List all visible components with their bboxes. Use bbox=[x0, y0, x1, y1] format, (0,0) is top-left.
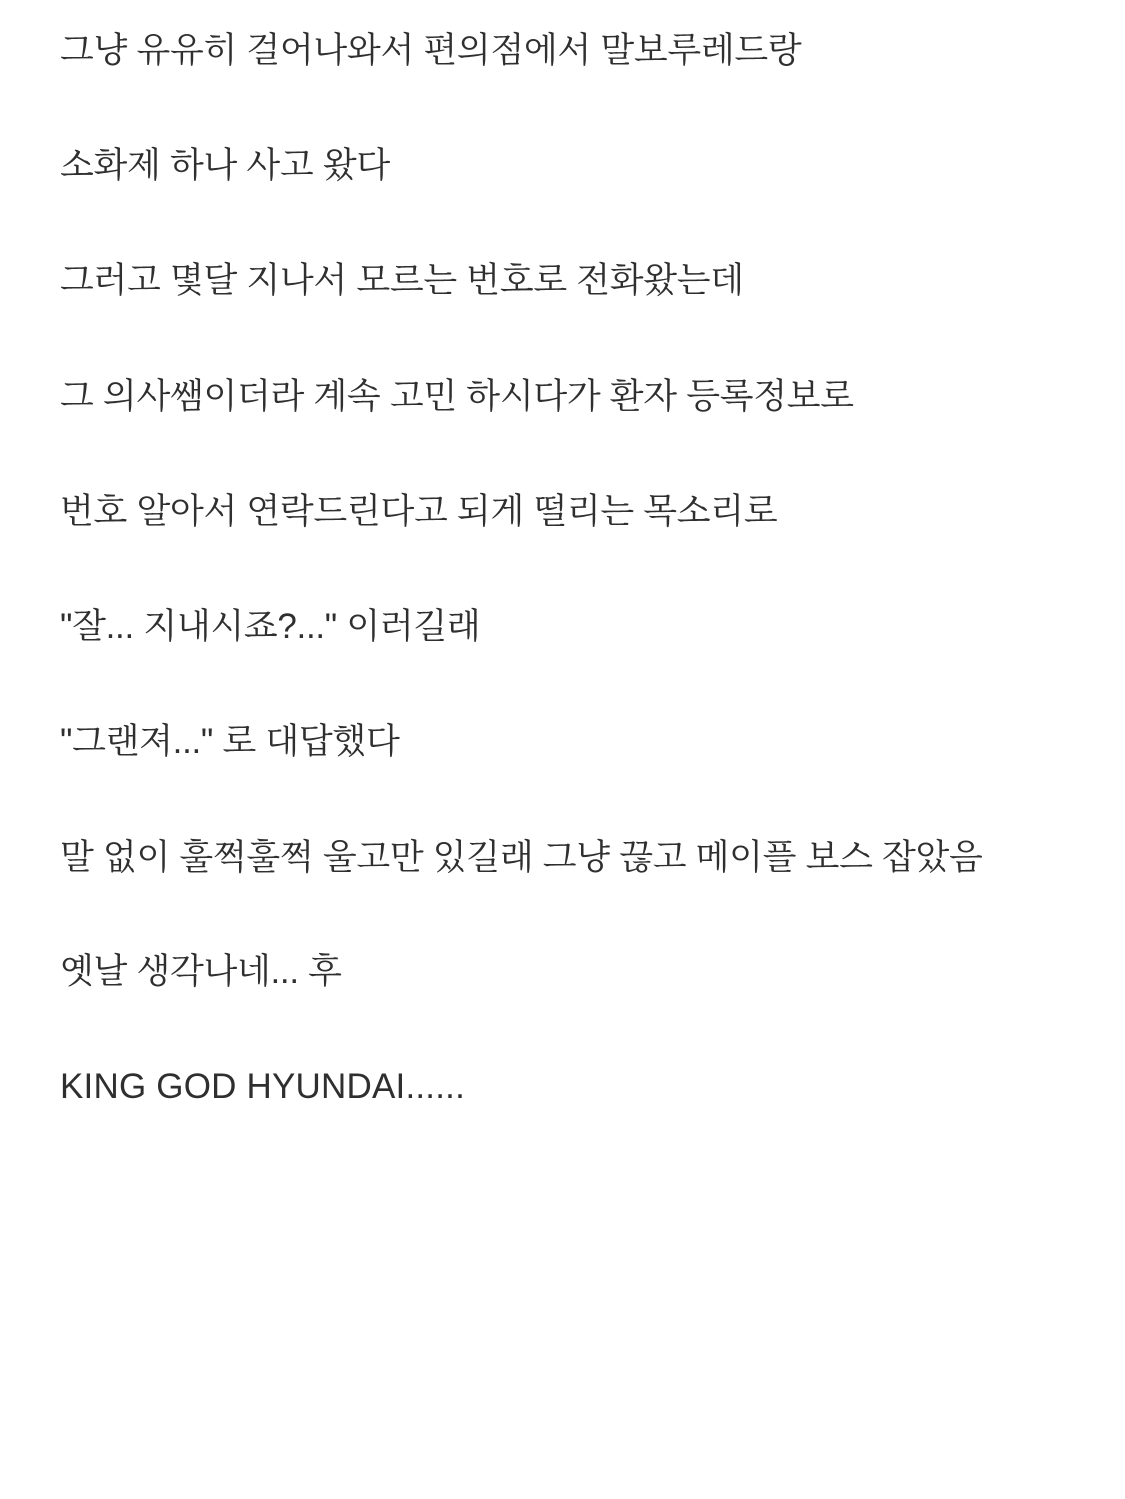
paragraph-10: KING GOD HYUNDAI...... bbox=[60, 1066, 466, 1106]
paragraph-7: "그랜져..." 로 대답했다 bbox=[60, 722, 400, 762]
paragraph-5: 번호 알아서 연락드린다고 되게 떨리는 목소리로 bbox=[60, 491, 778, 531]
paragraph-6: "잘... 지내시죠?..." 이러길래 bbox=[60, 606, 481, 646]
paragraph-2: 소화제 하나 사고 왔다 bbox=[60, 146, 390, 186]
paragraph-3: 그러고 몇달 지나서 모르는 번호로 전화왔는데 bbox=[60, 261, 744, 301]
paragraph-4: 그 의사쌤이더라 계속 고민 하시다가 환자 등록정보로 bbox=[60, 376, 854, 416]
paragraph-1: 그냥 유유히 걸어나와서 편의점에서 말보루레드랑 bbox=[60, 31, 802, 70]
paragraph-9: 옛날 생각나네... 후 bbox=[60, 951, 342, 991]
paragraph-8: 말 없이 훌쩍훌쩍 울고만 있길래 그냥 끊고 메이플 보스 잡았음 bbox=[60, 838, 983, 878]
